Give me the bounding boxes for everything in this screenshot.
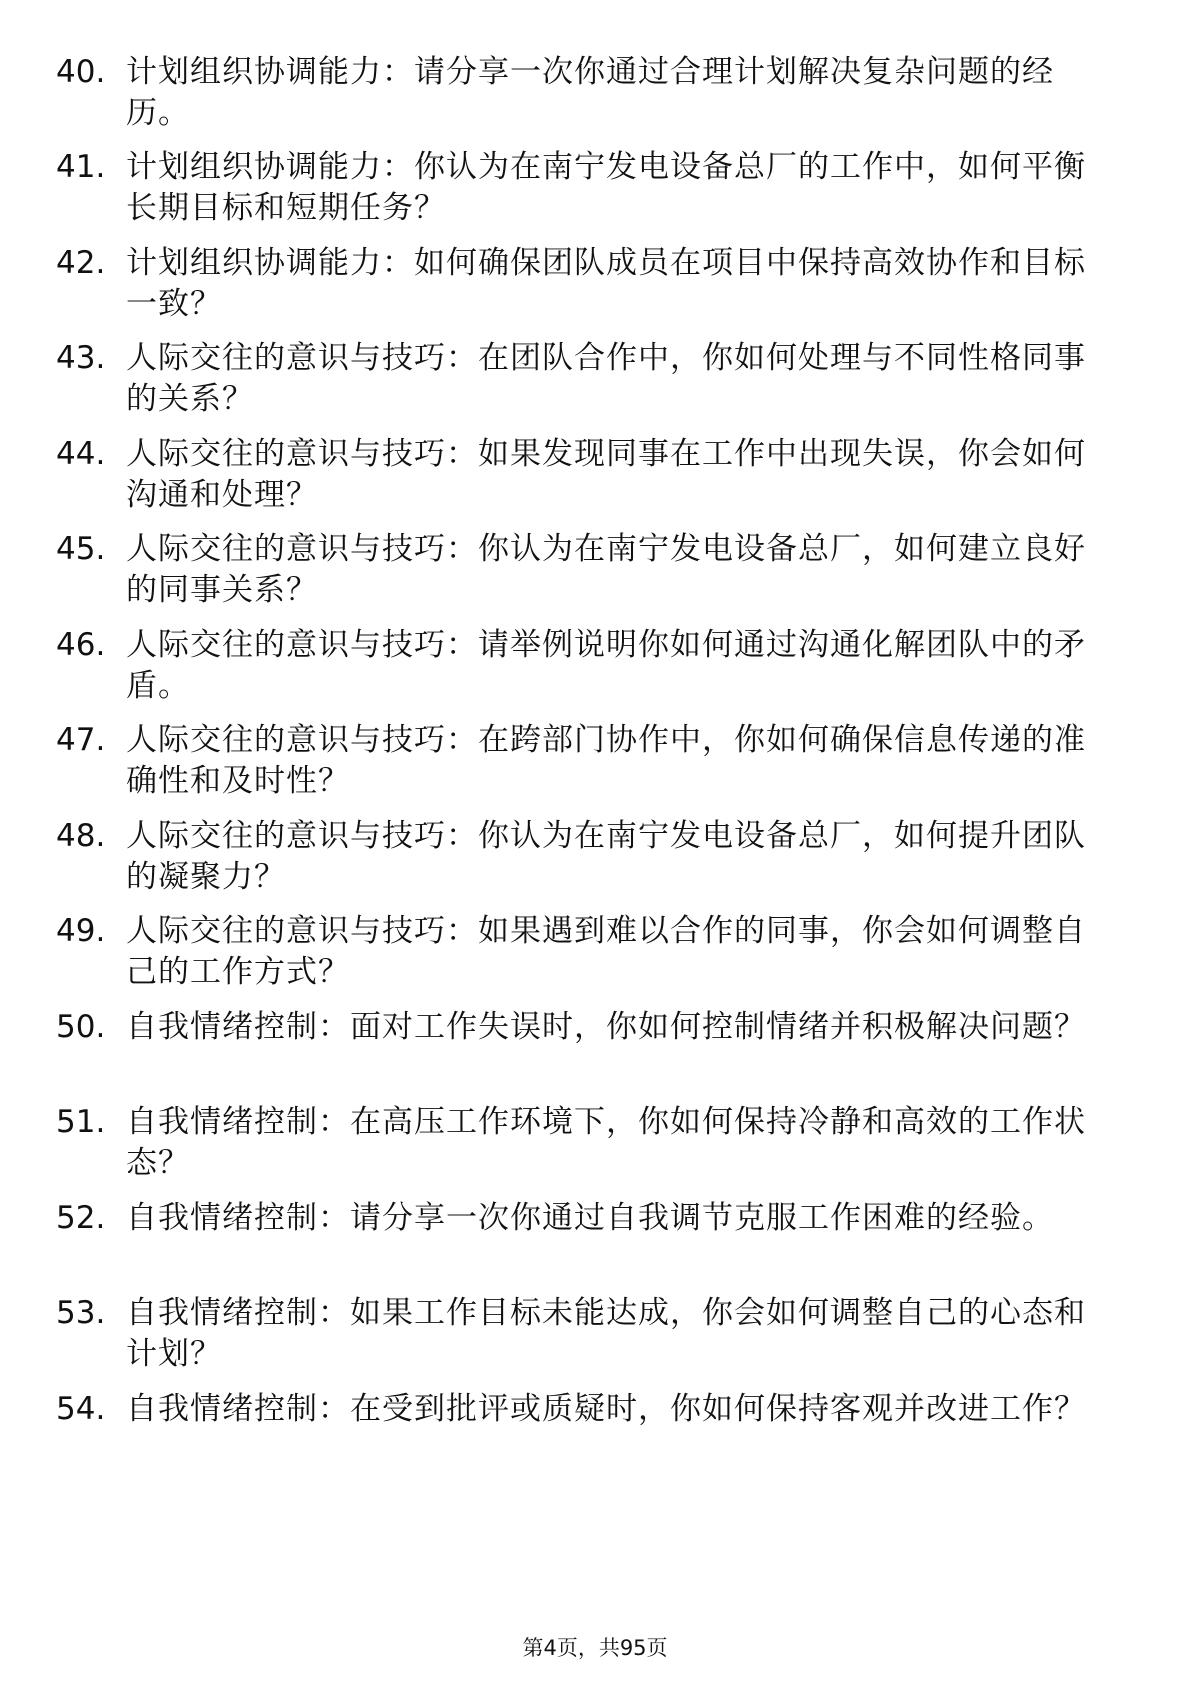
- list-item: [0, 1293, 1190, 1403]
- list-item: [0, 1198, 1190, 1308]
- question-number: 48.: [56, 818, 106, 854]
- question-text: 计划组织协调能力：你认为在南宁发电设备总厂的工作中，如何平衡长期目标和短期任务？: [126, 149, 1086, 226]
- question-text: 人际交往的意识与技巧：请举例说明你如何通过沟通化解团队中的矛盾。: [126, 627, 1086, 704]
- list-item: [0, 625, 1190, 735]
- question-number: 44.: [56, 436, 106, 472]
- question-text: 人际交往的意识与技巧：你认为在南宁发电设备总厂，如何提升团队的凝聚力？: [126, 818, 1086, 895]
- list-item: [0, 911, 1190, 1021]
- list-item: [0, 52, 1190, 162]
- question-text: 人际交往的意识与技巧：如果发现同事在工作中出现失误，你会如何沟通和处理？: [126, 436, 1086, 513]
- list-item: [0, 338, 1190, 448]
- question-number: 54.: [56, 1391, 106, 1427]
- question-number: 46.: [56, 627, 106, 663]
- question-number: 45.: [56, 531, 106, 567]
- question-text: 人际交往的意识与技巧：如果遇到难以合作的同事，你会如何调整自己的工作方式？: [126, 913, 1086, 990]
- question-text: 计划组织协调能力：如何确保团队成员在项目中保持高效协作和目标一致？: [126, 245, 1086, 322]
- question-text: 自我情绪控制：在高压工作环境下，你如何保持冷静和高效的工作状态？: [126, 1104, 1086, 1181]
- list-item: [0, 1007, 1190, 1117]
- list-item: [0, 529, 1190, 639]
- question-number: 53.: [56, 1295, 106, 1331]
- list-item: [0, 147, 1190, 257]
- question-text: 人际交往的意识与技巧：你认为在南宁发电设备总厂，如何建立良好的同事关系？: [126, 531, 1086, 608]
- list-item: [0, 720, 1190, 830]
- list-item: [0, 434, 1190, 544]
- page-footer: 第4页，共95页: [522, 1636, 668, 1660]
- question-number: 40.: [56, 54, 106, 90]
- question-number: 50.: [56, 1009, 106, 1045]
- question-text: 自我情绪控制：如果工作目标未能达成，你会如何调整自己的心态和计划？: [126, 1295, 1086, 1372]
- question-text: 计划组织协调能力：请分享一次你通过合理计划解决复杂问题的经历。: [126, 54, 1054, 131]
- question-text: 人际交往的意识与技巧：在团队合作中，你如何处理与不同性格同事的关系？: [126, 340, 1086, 417]
- question-text: 自我情绪控制：在受到批评或质疑时，你如何保持客观并改进工作？: [126, 1391, 1086, 1427]
- question-text: 自我情绪控制：面对工作失误时，你如何控制情绪并积极解决问题？: [126, 1009, 1086, 1045]
- list-item: [0, 1389, 1190, 1499]
- list-item: [0, 816, 1190, 926]
- question-number: 49.: [56, 913, 106, 949]
- list-item: [0, 243, 1190, 353]
- question-number: 52.: [56, 1200, 106, 1236]
- list-item: [0, 1102, 1190, 1212]
- question-text: 自我情绪控制：请分享一次你通过自我调节克服工作困难的经验。: [126, 1200, 1054, 1236]
- question-number: 41.: [56, 149, 106, 185]
- question-number: 43.: [56, 340, 106, 376]
- question-number: 51.: [56, 1104, 106, 1140]
- question-text: 人际交往的意识与技巧：在跨部门协作中，你如何确保信息传递的准确性和及时性？: [126, 722, 1086, 799]
- question-number: 42.: [56, 245, 106, 281]
- question-number: 47.: [56, 722, 106, 758]
